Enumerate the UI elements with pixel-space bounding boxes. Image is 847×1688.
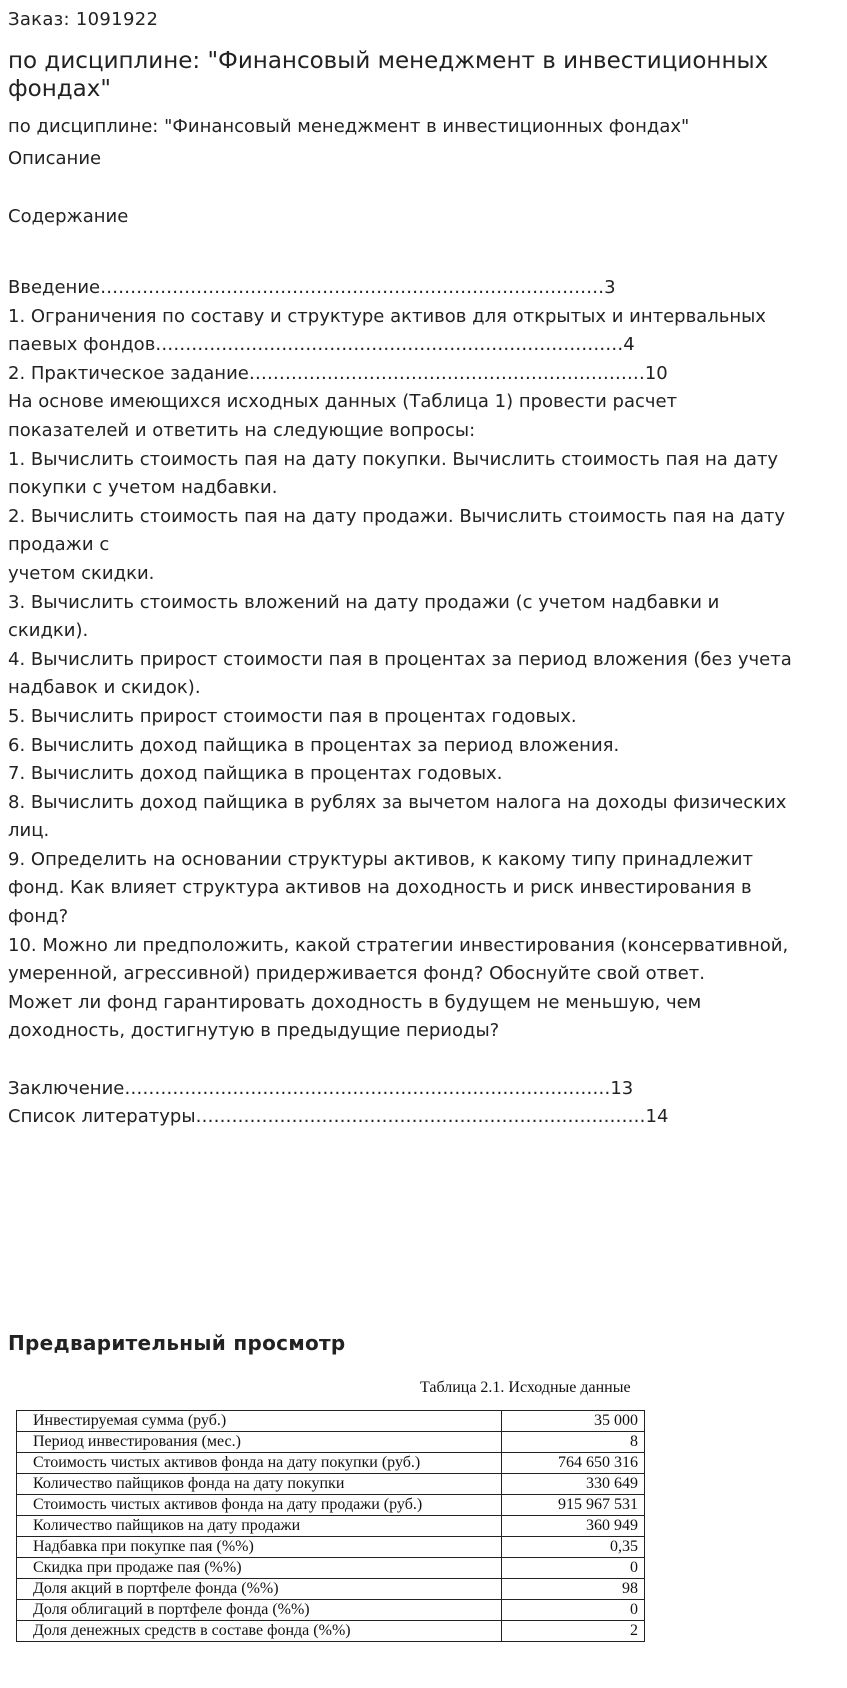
table-row xyxy=(17,1453,645,1474)
contents-line: Список литературы…………………………………………………………………14 xyxy=(8,1106,669,1128)
table-row xyxy=(17,1411,645,1432)
contents-line: 7. Вычислить доход пайщика в процентах годовых. xyxy=(8,763,503,785)
row-value: 0,35 xyxy=(502,1537,645,1558)
contents-line: скидки). xyxy=(8,620,89,642)
contents-line: фонд. Как влияет структура активов на доходность и риск инвестирования в xyxy=(8,877,752,899)
contents-heading: Содержание xyxy=(8,206,129,227)
row-label: Стоимость чистых активов фонда на дату покупки (руб.) xyxy=(17,1453,502,1474)
document-preview xyxy=(8,1374,840,1674)
contents-line: покупки с учетом надбавки. xyxy=(8,477,278,499)
table-row xyxy=(17,1516,645,1537)
contents-line: умеренной, агрессивной) придерживается фонд? Обоснуйте свой ответ. xyxy=(8,963,705,985)
row-label: Количество пайщиков на дату продажи xyxy=(17,1516,502,1537)
contents-line: 1. Ограничения по составу и структуре активов для открытых и интервальных xyxy=(8,305,766,327)
row-label: Период инвестирования (мес.) xyxy=(17,1432,502,1453)
row-value: 0 xyxy=(502,1558,645,1579)
contents-line: надбавок и скидок). xyxy=(8,677,201,699)
source-data-table xyxy=(16,1410,645,1642)
row-label: Доля акций в портфеле фонда (%%) xyxy=(17,1579,502,1600)
row-value: 764 650 316 xyxy=(502,1453,645,1474)
page-subtitle: по дисциплине: "Финансовый менеджмент в инвестиционных фондах" xyxy=(8,116,690,137)
page-title: по дисциплине: "Финансовый менеджмент в инвестиционных фондах" xyxy=(8,48,769,102)
contents-line: 2. Вычислить стоимость пая на дату продажи. Вычислить стоимость пая на дату xyxy=(8,505,786,527)
contents-line: фонд? xyxy=(8,906,69,928)
row-value: 8 xyxy=(502,1432,645,1453)
order-number: Заказ: 1091922 xyxy=(8,9,159,30)
row-label: Доля денежных средств в составе фонда (%%) xyxy=(17,1621,502,1642)
contents-line: 9. Определить на основании структуры активов, к какому типу принадлежит xyxy=(8,848,753,870)
contents-line: 2. Практическое задание…………………………………………………………10 xyxy=(8,362,668,384)
row-value: 0 xyxy=(502,1600,645,1621)
contents-line: учетом скидки. xyxy=(8,562,155,584)
row-label: Инвестируемая сумма (руб.) xyxy=(17,1411,502,1432)
contents-line: продажи с xyxy=(8,534,110,556)
preview-heading: Предварительный просмотр xyxy=(8,1331,346,1355)
table-row xyxy=(17,1621,645,1642)
row-label: Надбавка при покупке пая (%%) xyxy=(17,1537,502,1558)
contents-line: 3. Вычислить стоимость вложений на дату продажи (с учетом надбавки и xyxy=(8,591,720,613)
contents-line: показателей и ответить на следующие вопросы: xyxy=(8,419,476,441)
contents-line: Введение…………………………………………………………………………3 xyxy=(8,277,616,298)
contents-line: На основе имеющихся исходных данных (Таблица 1) провести расчет xyxy=(8,391,678,413)
row-value: 360 949 xyxy=(502,1516,645,1537)
table-row xyxy=(17,1558,645,1579)
contents-line: 5. Вычислить прирост стоимости пая в процентах годовых. xyxy=(8,705,577,727)
row-label: Доля облигаций в портфеле фонда (%%) xyxy=(17,1600,502,1621)
table-row xyxy=(17,1432,645,1453)
contents-line: Заключение………………………………………………………………………13 xyxy=(8,1077,634,1099)
table-caption: Таблица 2.1. Исходные данные xyxy=(420,1379,631,1396)
table-row xyxy=(17,1495,645,1516)
contents-line: паевых фондов……………………………………………………………………4 xyxy=(8,334,635,356)
contents-line: 6. Вычислить доход пайщика в процентах за период вложения. xyxy=(8,734,620,756)
row-value: 2 xyxy=(502,1621,645,1642)
contents-line: Может ли фонд гарантировать доходность в будущем не меньшую, чем xyxy=(8,991,702,1013)
table-of-contents xyxy=(8,274,840,1132)
contents-line: доходность, достигнутую в предыдущие периоды? xyxy=(8,1020,500,1042)
contents-line: 8. Вычислить доход пайщика в рублях за вычетом налога на доходы физических xyxy=(8,791,787,813)
blank-line xyxy=(8,1046,840,1075)
row-value: 98 xyxy=(502,1579,645,1600)
row-label: Скидка при продаже пая (%%) xyxy=(17,1558,502,1579)
description-heading: Описание xyxy=(8,148,102,169)
contents-line: 4. Вычислить прирост стоимости пая в процентах за период вложения (без учета xyxy=(8,648,792,670)
contents-line: 1. Вычислить стоимость пая на дату покупки. Вычислить стоимость пая на дату xyxy=(8,448,779,470)
contents-line: 10. Можно ли предположить, какой стратегии инвестирования (консервативной, xyxy=(8,934,789,956)
table-row xyxy=(17,1579,645,1600)
contents-line: лиц. xyxy=(8,820,50,842)
table-row xyxy=(17,1537,645,1558)
row-label: Стоимость чистых активов фонда на дату продажи (руб.) xyxy=(17,1495,502,1516)
row-value: 330 649 xyxy=(502,1474,645,1495)
row-value: 35 000 xyxy=(502,1411,645,1432)
row-label: Количество пайщиков фонда на дату покупки xyxy=(17,1474,502,1495)
table-row xyxy=(17,1600,645,1621)
table-row xyxy=(17,1474,645,1495)
row-value: 915 967 531 xyxy=(502,1495,645,1516)
